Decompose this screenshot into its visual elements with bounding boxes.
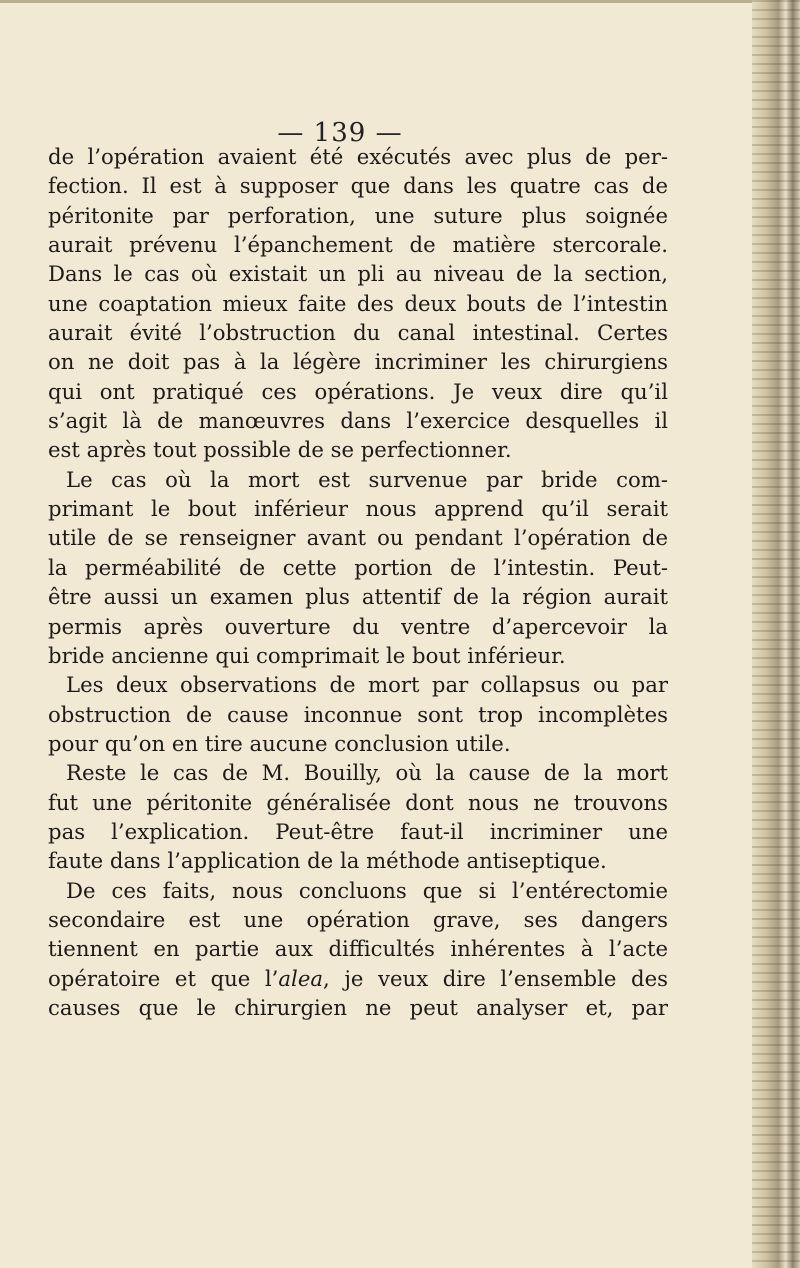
text-line: pour qu’on en tire aucune conclusion utile. xyxy=(48,730,511,756)
text-line: on ne doit pas à la légère incriminer les chirurgiens xyxy=(48,349,668,375)
text-line: fection. Il est à supposer que dans les quatre cas de xyxy=(48,173,668,199)
text-line: Le cas où la mort est survenue par bride com- xyxy=(66,466,668,492)
body-text xyxy=(48,142,668,1022)
text-line: qui ont pratiqué ces opérations. Je veux dire qu’il xyxy=(48,378,668,404)
text-line: causes que le chirurgien ne peut analyser et, par xyxy=(48,994,668,1020)
text-line: Dans le cas où existait un pli au niveau de la section, xyxy=(48,261,668,287)
text-line: tiennent en partie aux difficultés inhérentes à l’acte xyxy=(48,936,668,962)
text-line: être aussi un examen plus attentif de la région aurait xyxy=(48,584,668,610)
text-line-with-italic xyxy=(48,964,668,993)
page-number: — 139 — xyxy=(277,118,403,148)
text-line: pas l’explication. Peut-être faut-il incriminer une xyxy=(48,818,668,844)
text-line: bride ancienne qui comprimait le bout inférieur. xyxy=(48,642,566,668)
text-line: secondaire est une opération grave, ses dangers xyxy=(48,906,668,932)
text-line: de l’opération avaient été exécutés avec plus de per- xyxy=(48,144,668,169)
text-line: une coaptation mieux faite des deux bouts de l’intestin xyxy=(48,290,668,316)
text-line: fut une péritonite généralisée dont nous ne trouvons xyxy=(48,789,668,815)
text-line: primant le bout inférieur nous apprend qu’il serait xyxy=(48,496,668,522)
page-top-edge xyxy=(0,0,800,3)
text-line: De ces faits, nous concluons que si l’entérectomie xyxy=(66,877,668,903)
text-line: obstruction de cause inconnue sont trop incomplètes xyxy=(48,701,668,727)
text-line: aurait prévenu l’épanchement de matière stercorale. xyxy=(48,232,668,258)
italic-term: alea xyxy=(278,965,324,991)
text-fragment: opératoire et que l’ xyxy=(48,965,279,991)
text-line: la perméabilité de cette portion de l’intestin. Peut- xyxy=(48,554,668,580)
text-line: utile de se renseigner avant ou pendant l’opération de xyxy=(48,525,668,551)
text-fragment: , je veux dire l’ensemble des xyxy=(323,965,668,991)
binding-stitches xyxy=(752,0,800,1268)
text-line: Les deux observations de mort par collapsus ou par xyxy=(66,672,668,698)
text-line: péritonite par perforation, une suture plus soignée xyxy=(48,202,668,228)
text-line: est après tout possible de se perfectionner. xyxy=(48,437,512,463)
text-line: faute dans l’application de la méthode antiseptique. xyxy=(48,848,607,874)
text-line: Reste le cas de M. Bouilly, où la cause de la mort xyxy=(66,760,668,786)
text-line: s’agit là de manœuvres dans l’exercice desquelles il xyxy=(48,408,668,434)
text-line: aurait évité l’obstruction du canal intestinal. Certes xyxy=(48,320,668,346)
text-line: permis après ouverture du ventre d’apercevoir la xyxy=(48,613,668,639)
